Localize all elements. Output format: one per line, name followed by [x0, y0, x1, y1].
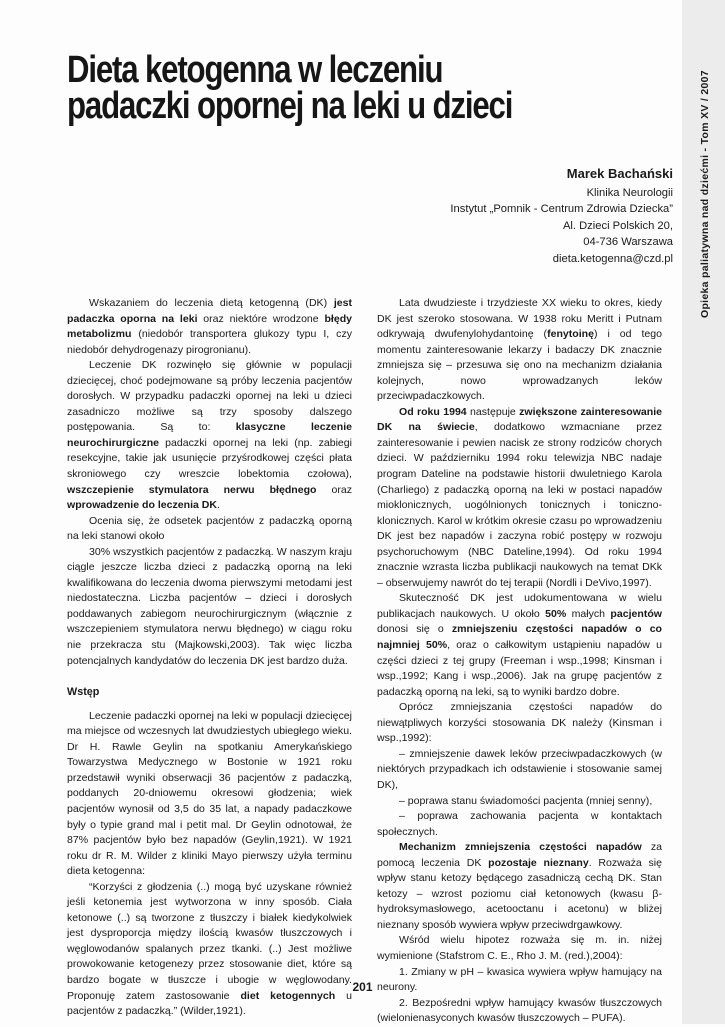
bold-text: klasyczne leczenie neurochirurgiczne [67, 421, 352, 449]
list-item: – poprawa zachowania pacjenta w kontaktach społecznych. [377, 810, 662, 838]
left-column [67, 296, 353, 1018]
paragraph: Ocenia się, że odsetek pacjentów z padaczką oporną na leki stanowi około [67, 514, 352, 543]
paragraph: Lata dwudzieste i trzydzieste XX wieku to okres, kiedy DK jest szeroko stosowana. W 1938 roku Meritt i Putnam odkrywają dwufenylohydantoinę (fenytoinę) i od tego momentu zainteresowanie lekarzy i badaczy DK znacznie zmniejsza się – przesuwa się ono na mechanizm działania kolejnych, nowo wprowadzanych leków przeciwpadaczkowych. [377, 297, 663, 403]
author-name: Marek Bachański [566, 166, 673, 181]
quote-paragraph: “Korzyści z głodzenia (..) mogą być uzyskane również jeśli ketonemia jest wytworzona w inny sposób. Ciała ketonowe (..) są tworzone z tłuszczy i białek kiedykolwiek jest dysproporcja między ilością kwasów tłuszczowych i węglowodanów spalanych przez tkanki. (..) Jest możliwe prowokowanie ketogenezy przez stosowanie diet, które są bardzo bogate w tłuszcze i ubogie w węglowodany. Proponuję zatem zastosowanie diet ketogennych u pacjentów z padaczką.” (Wilder,1921). [67, 880, 353, 1018]
numbered-item: 1. Zmiany w pH – kwasica wywiera wpływ hamujący na neurony. [377, 965, 662, 994]
right-column [377, 296, 663, 1025]
bold-text: wprowadzenie do leczenia DK [67, 499, 218, 512]
affiliation-institute: Instytut „Pomnik - Centrum Zdrowia Dziecka” [450, 203, 673, 216]
article-title: Dieta ketogenna w leczeniu padaczki opornej na leki u dzieci [67, 49, 513, 127]
paragraph: Oprócz zmniejszania częstości napadów do niewątpliwych korzyści stosowania DK należy (Kinsman i wsp.,1992): [377, 701, 662, 745]
bold-text: jest padaczka oporna na leki [67, 297, 352, 325]
bold-text: pacjentów [610, 607, 662, 620]
bold-text: Mechanizm zmniejszenia częstości napadów [399, 841, 642, 854]
affiliation-street: Al. Dzieci Polskich 20, [562, 219, 673, 232]
journal-title-vertical: Opieka paliatywna nad dziećmi - Tom XV / 2007 [699, 70, 711, 318]
page-number: 201 [352, 980, 373, 994]
bold-text: pozostaje nieznany [488, 856, 589, 869]
paragraph: Wskazaniem do leczenia dietą ketogenną (DK) jest padaczka oporna na leki oraz niektóre wrodzone błędy metabolizmu (niedobór transportera glukozy typu I, czy niedobór dehydrogenazy pirogronianu). [67, 297, 352, 356]
bold-text: zwiększone zainteresowanie DK na świecie [377, 405, 663, 434]
bold-text: fenytoinę [547, 328, 594, 341]
numbered-item: 2. Bezpośredni wpływ hamujący kwasów tłuszczowych (wielonienasyconych kwasów tłuszczowych – PUFA). [377, 996, 662, 1025]
author-block [450, 166, 673, 268]
paragraph: Od roku 1994 następuje zwiększone zainteresowanie DK na świecie, dodatkowo wzmacniane przez zainteresowanie i pewien nacisk ze strony rodziców chorych dzieci. W październiku 1994 roku telewizja NBC nadaje program Dateline na podstawie historii dwuletniego Karola (Charliego) z padaczką oporną na leki w postaci napadów mioklonicznych, uogólnionych tonicznych i toniczno-klonicznych. Karol w krótkim okresie czasu po wprowadzeniu DK jest bez napadów i zaczyna robić postępy w rozwoju psychoruchowym (NBC Dateline,1994). Od roku 1994 znacznie wzrasta liczba publikacji naukowych na temat DKk – obserwujemy nawrót do tej terapii (Nordli i DeVivo,1997). [377, 405, 663, 589]
list-item: – poprawa stanu świadomości pacjenta (mniej senny), [399, 794, 653, 807]
paragraph: Skuteczność DK jest udokumentowana w wielu publikacjach naukowych. U około 50% małych pacjentów donosi się o zmniejszeniu częstości napadów o co najmniej 50%, oraz o całkowitym ustąpieniu napadów u części dzieci z tej grupy (Freeman i wsp.,1998; Kinsman i wsp.,1992; Kang i wsp.,2006). Jak na grupę pacjentów z padaczką oporną na leki, są to wyniki bardzo dobre. [377, 592, 663, 698]
paragraph: 30% wszystkich pacjentów z padaczką. W naszym kraju ciągle jeszcze liczba dzieci z padaczką oporną na leki kwalifikowana do leczenia dwoma pierwszymi metodami jest niedostateczna. Liczba pacjentów – dzieci i dorosłych poddawanych zabiegom neurochirurgicznym (włącznie z wszczepieniem stymulatora nerwu błędnego) w ciągu roku nie przekracza stu (Majkowski,2003). Tak więc liczba potencjalnych kandydatów do leczenia DK jest bardzo duża. [67, 545, 352, 667]
paragraph: Wśród wielu hipotez rozważa się m. in. niżej wymienione (Stafstrom C. E., Rho J. M. (red.),2004): [377, 934, 662, 962]
list-item: – zmniejszenie dawek leków przeciwpadaczkowych (w niektórych przypadkach ich odstawienie i stosowanie samej DK), [377, 747, 662, 791]
bold-text: zmniejszeniu częstości napadów o co najmniej 50% [377, 623, 663, 652]
author-email: dieta.ketogenna@czd.pl [552, 252, 673, 265]
affiliation-city: 04-736 Warszawa [583, 236, 673, 249]
bold-text: wszczepienie stymulatora nerwu błędnego [67, 483, 317, 496]
paragraph: Leczenie DK rozwinęło się głównie w populacji dziecięcej, choć podejmowane są próby leczenia pacjentów dorosłych. W przypadku padaczki opornej na leki u dzieci zasadniczo możliwe są trzy sposoby dalszego postępowania. Są to: klasyczne leczenie neurochirurgiczne padaczki opornej na leki (np. zabiegi resekcyjne, takie jak usunięcie przyśrodkowej części płata skroniowego czy wreszcie lobektomia czołowa), wszczepienie stymulatora nerwu błędnego oraz wprowadzenie do leczenia DK. [67, 359, 352, 512]
bold-text: błędy metabolizmu [67, 312, 352, 341]
affiliation-department: Klinika Neurologii [586, 186, 673, 199]
paragraph: Mechanizm zmniejszenia częstości napadów za pomocą leczenia DK pozostaje nieznany. Rozważa się wpływ stanu ketozy będącego zasadniczą cechą DK. Stan ketozy – wzrost poziomu ciał ketonowych (kwasu β-hydroksymasłowego, acetooctanu i acetonu) w bliżej nieznany sposób wywiera wpływ przeciwdrgawkowy. [377, 841, 662, 931]
paragraph: Leczenie padaczki opornej na leki w populacji dziecięcej ma miejsce od wczesnych lat dwudziestych ubiegłego wieku. Dr H. Rawle Geylin na spotkaniu Amerykańskiego Towarzystwa Medycznego w Bostonie w 1921 roku przedstawił wyniki obserwacji 36 pacjentów z padaczką, poddanych 20-dniowemu okresowi głodzenia; wiek pacjentów wynosił od 3,5 do 35 lat, a napady padaczkowe były o typie grand mal i petit mal. Dr Geylin odnotował, że 87% pacjentów było bez napadów (Geylin,1921). W 1921 roku dr R. M. Wilder z kliniki Mayo pierwszy użyła terminu dieta ketogenna: [67, 709, 352, 878]
bold-text: diet ketogennych [240, 989, 336, 1002]
section-heading: Wstęp [67, 686, 100, 699]
bold-text: 50% [545, 607, 567, 620]
bold-text: Od roku 1994 [399, 405, 467, 418]
